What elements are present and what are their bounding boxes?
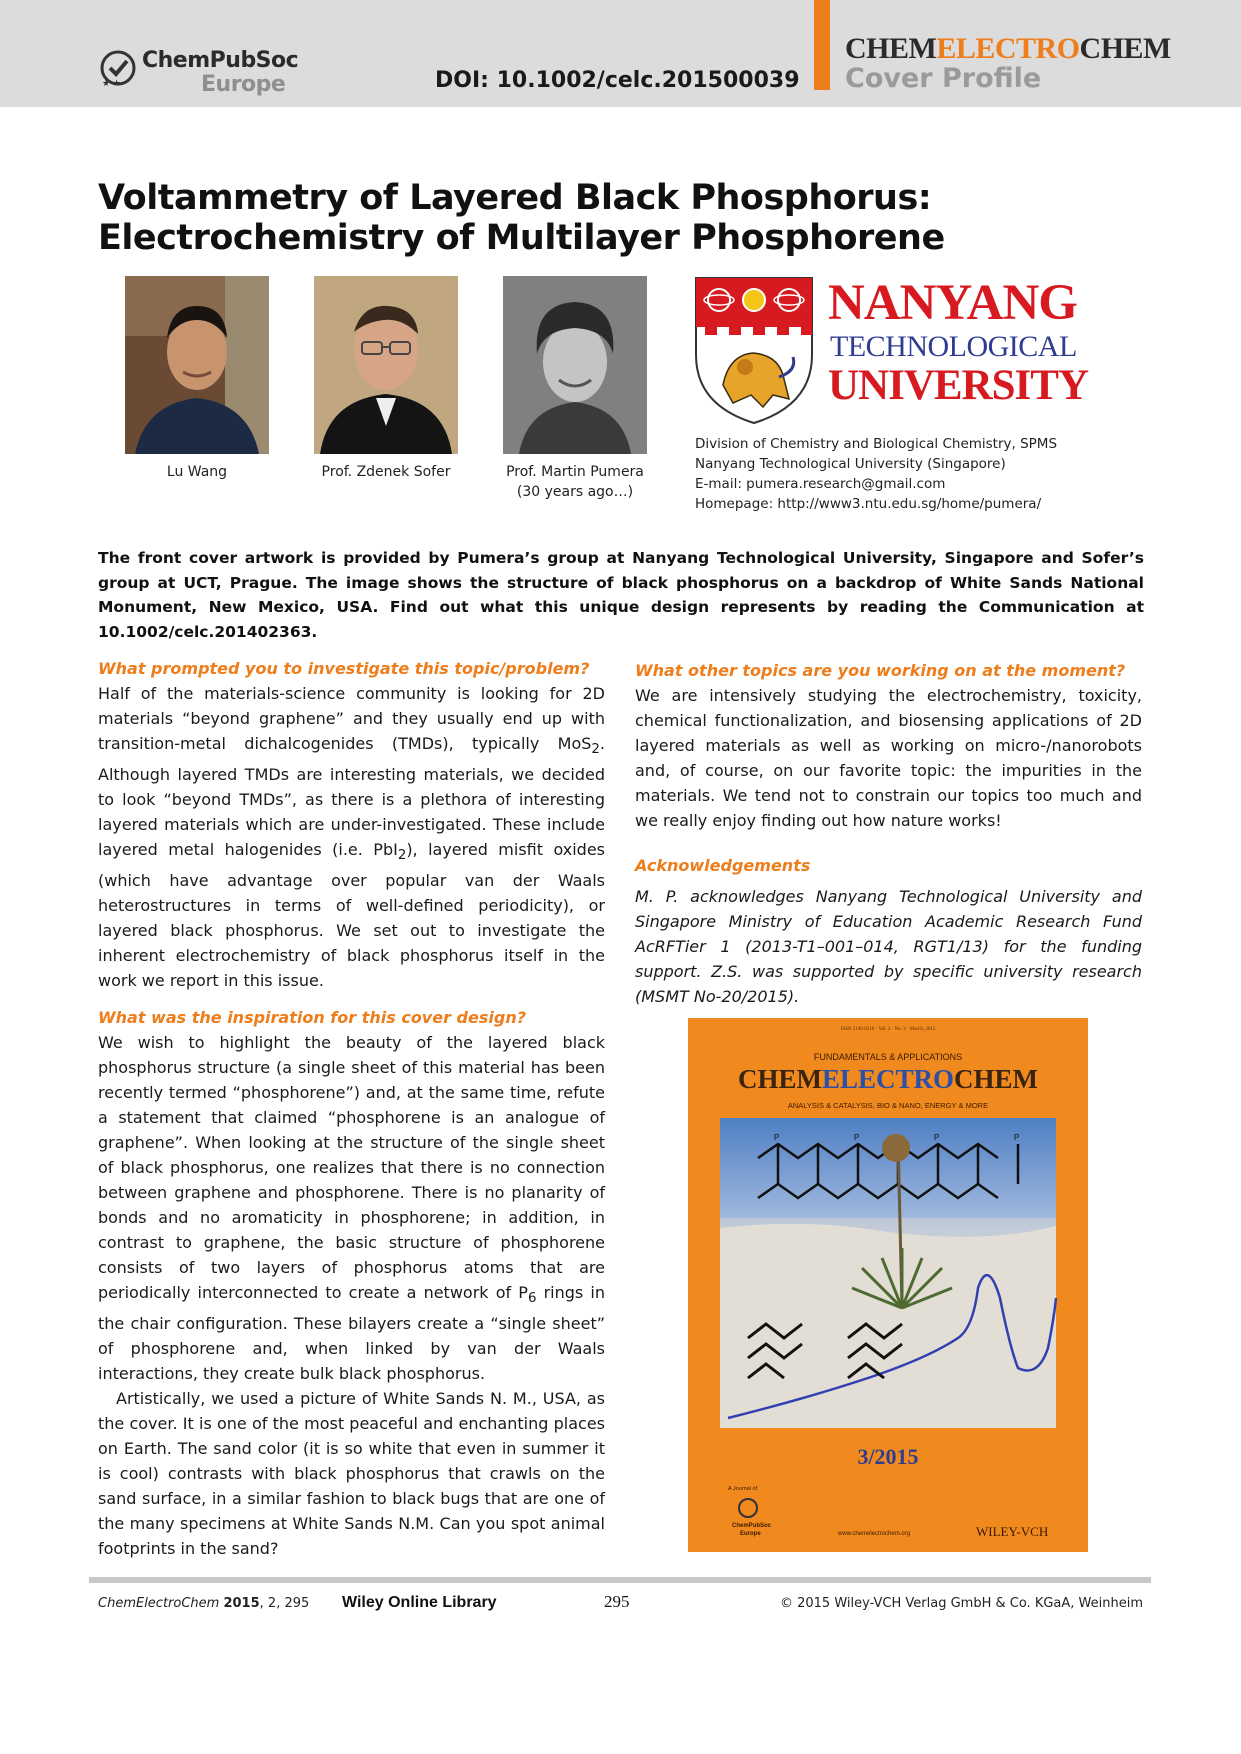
left-column [98, 656, 605, 993]
author-photo-lu-wang [125, 276, 269, 454]
section-label: Cover Profile [845, 63, 1042, 94]
section-body: We wish to highlight the beauty of the layered black phosphorus structure (a single sheet of this material has been recently termed “phosphorene”) and, at the same time, refute a statement that claimed “phosphorene is an analogue of graphene”. When looking at the structure of the single sheet of black phosphorus, one realizes that there is no connection between graphene and phosphorene. There is no planarity of bonds and no aromaticity in phosphorene; in addition, in contrast to graphene, the basic structure of phosphorene consists of two layers of phosphorus atoms that are periodically interconnected to create a network of $P_6$ rings in the chair configuration. These bilayers create a “single sheet” of phosphorene and, when linked by van der Waals interactions, they create bulk black phosphorus. [98, 1033, 605, 1384]
university-logo [693, 275, 1113, 425]
university-name-line1: NANYANG [828, 275, 1077, 331]
cover-atom-label: P [1014, 1133, 1020, 1142]
cover-url: www.chemelectrochem.org [838, 1531, 911, 1537]
abstract: The front cover artwork is provided by Pumera’s group at Nanyang Technological University, Singapore and Sofer’s group at UCT, Prague. The image shows the structure of black phosphorus on a backdrop of White Sands National Monument, New Mexico, USA. Find out what this unique design represents by reading the Communication at 10.1002/celc.201402363. [98, 549, 1144, 641]
right-column [635, 658, 1142, 1009]
university-crest-icon [693, 275, 815, 425]
footer-citation: ChemElectroChem 2015, 2, 295 [98, 1596, 310, 1611]
footer-copyright: © 2015 Wiley-VCH Verlag GmbH & Co. KGaA, Weinheim [779, 1596, 1143, 1611]
affiliation-block [695, 434, 1057, 514]
cover-subtitle: ANALYSIS & CATALYSIS, BIO & NANO, ENERGY & MORE [787, 1101, 989, 1110]
svg-text:★ ★: ★ ★ [102, 78, 121, 88]
publisher-logo [98, 46, 299, 97]
publisher-region: Europe [201, 72, 286, 97]
accent-bar [814, 0, 830, 90]
section-body: Artistically, we used a picture of White Sands N. M., USA, as the cover. It is one of the most peaceful and enchanting places on Earth. The sand color (it is so white that even in summer it is cool) contrasts with black phosphorus that crawls on the sand surface, in a similar fashion to black bugs that are one of the many specimens at White Sands N.M. Can you spot animal footprints in the sand? [98, 1389, 605, 1559]
author-caption: Lu Wang [166, 464, 228, 480]
university-name-line3: UNIVERSITY [828, 362, 1089, 409]
cover-issue-number: 3/2015 [857, 1444, 919, 1469]
journal-name: CHEMELECTROCHEM [845, 32, 1171, 65]
affiliation-email[interactable]: E-mail: pumera.research@gmail.com [695, 476, 946, 492]
affiliation-division: Division of Chemistry and Biological Chemistry, SPMS [695, 436, 1058, 452]
left-column-lower [98, 1005, 605, 1561]
page-header [0, 0, 1241, 107]
cover-tagline: FUNDAMENTALS & APPLICATIONS [813, 1052, 963, 1062]
cover-society-name: ChemPubSoc [732, 1523, 772, 1529]
footer-library-link[interactable]: Wiley Online Library [342, 1594, 497, 1611]
author-caption: Prof. Zdenek Sofer [321, 464, 451, 480]
author-note: (30 years ago…) [516, 484, 634, 500]
section-body: We are intensively studying the electrochemistry, toxicity, chemical functionalization, and biosensing applications of 2D layered materials as well as working on micro-/nanorobots and, of course, on our favorite topic: the impurities in the materials. We tend not to constrain our topics too much and we really enjoy finding out how nature works! [635, 686, 1142, 830]
university-name-line2: TECHNOLOGICAL [830, 330, 1077, 363]
section-heading: What other topics are you working on at the moment? [635, 661, 1126, 680]
chempubsoc-emblem-icon [98, 48, 138, 88]
affiliation-homepage[interactable]: Homepage: http://www3.ntu.edu.sg/home/pumera/ [695, 496, 1042, 512]
cover-journal-note: A Journal of [728, 1486, 758, 1492]
section-body: Half of the materials-science community is looking for 2D materials “beyond graphene” and they usually end up with transition-metal dichalcogenides (TMDs), typically MoS$_2$. Although layered TMDs are interesting materials, we decided to look “beyond TMDs”, as there is a plethora of interesting layered materials which are under-investigated. These include layered metal halogenides (i.e. PbI$_2$), layered misfit oxides (which have advantage over popular van der Waals heterostructures in terms of well-defined periodicity), or layered black phosphorus. We set out to investigate the inherent electrochemistry of black phosphorus itself in the work we report in this issue. [98, 684, 606, 991]
cover-publisher: WILEY-VCH [976, 1524, 1049, 1539]
section-heading: What was the inspiration for this cover design? [98, 1008, 526, 1027]
author-caption: Prof. Martin Pumera (30 years ago…) [506, 464, 644, 500]
section-heading: What prompted you to investigate this topic/problem? [98, 659, 590, 678]
cover-society-region: Europe [740, 1531, 761, 1537]
article-title: Voltammetry of Layered Black Phosphorus: Electrochemistry of Multilayer Phosphorene [98, 178, 945, 258]
doi-link[interactable]: DOI: 10.1002/celc.201500039 [435, 68, 800, 93]
footer-rule [89, 1577, 1151, 1583]
acknowledgements-body: M. P. acknowledges Nanyang Technological University and Singapore Ministry of Education Academic Research Fund AcRFTier 1 (2013-T1–001–014, RGT1/13) for the funding support. Z.S. was supported by specific university research (MSMT No-20/2015). [635, 887, 1142, 1006]
journal-cover-image [688, 1018, 1088, 1552]
affiliation-institution: Nanyang Technological University (Singapore) [695, 456, 1006, 472]
section-heading: Acknowledgements [635, 856, 811, 875]
author-photo-zdenek-sofer [314, 276, 458, 454]
cover-atom-label: P [774, 1133, 780, 1142]
cover-issn: ISSN 2196-0216 · Vol. 2 · No. 3 · March, 2015 [840, 1027, 936, 1032]
publisher-name: ChemPubSoc [142, 48, 299, 73]
cover-atom-label: P [854, 1133, 860, 1142]
cover-atom-label: P [934, 1133, 940, 1142]
page-number: 295 [604, 1592, 630, 1611]
cover-journal-name: CHEMELECTROCHEM [737, 1064, 1039, 1094]
author-photo-martin-pumera [503, 276, 647, 454]
